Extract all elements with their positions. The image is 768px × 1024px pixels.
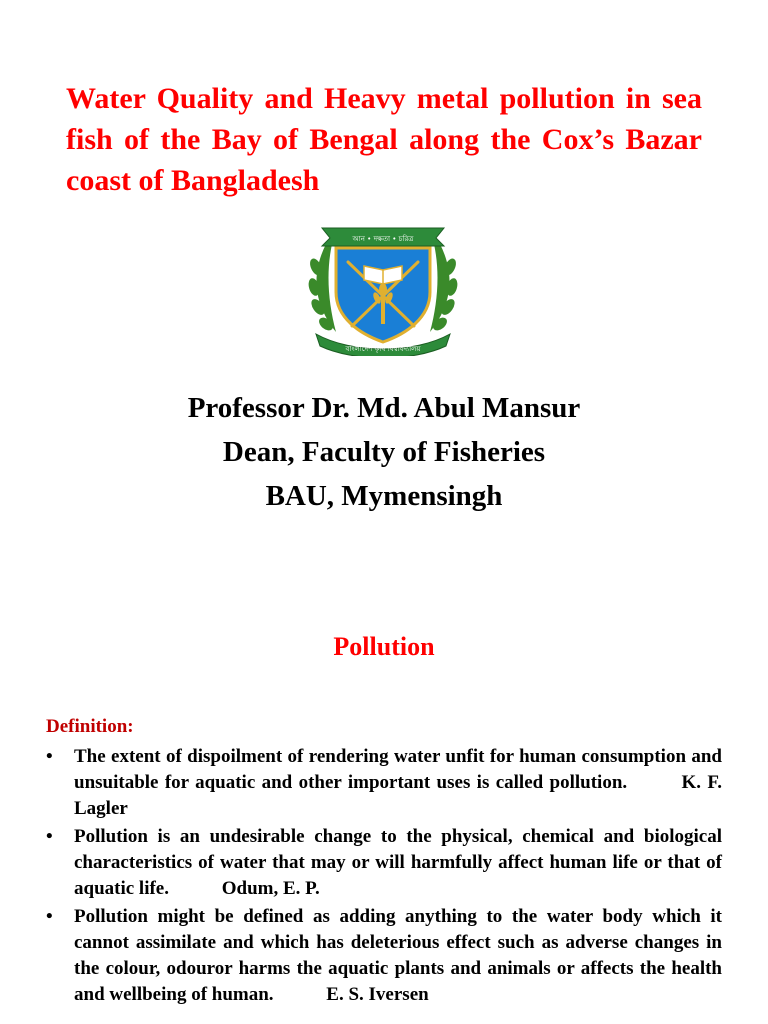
document-title: Water Quality and Heavy metal pollution in sea fish of the Bay of Bengal along the Cox’s Bazar coast of Bangladesh (66, 82, 702, 197)
definition-citation: E. S. Iversen (326, 984, 429, 1005)
definition-citation: K. F. Lagler (74, 772, 723, 819)
university-crest-logo (302, 222, 464, 356)
author-name: Professor Dr. Md. Abul Mansur (187, 392, 581, 424)
list-item (46, 904, 722, 1008)
author-affiliation: BAU, Mymensingh (265, 480, 503, 512)
author-block (0, 386, 768, 518)
definition-text: Pollution is an undesirable change to the physical, chemical and biological characteristics of water that may or will harmfully affect human life or that of aquatic life. (74, 826, 722, 899)
definition-list (46, 744, 722, 1010)
list-item (46, 744, 722, 822)
bullet-mark: • (46, 746, 53, 767)
section-heading: Pollution (333, 632, 435, 661)
right-leaf-branch (430, 244, 459, 333)
author-position: Dean, Faculty of Fisheries (222, 436, 546, 468)
university-name-text: বাংলাদেশ কৃষি বিশ্ববিদ্যালয় (345, 345, 421, 353)
list-item (46, 824, 722, 902)
bullet-mark: • (46, 906, 53, 927)
definition-text: The extent of dispoilment of rendering water unfit for human consumption and unsuitable for aquatic and other important uses is called pollution. (74, 746, 722, 793)
definition-text: Pollution might be defined as adding anything to the water body which it cannot assimilate and which has deleterious effect such as adverse changes in the colour, odouror harms the aquatic plants and animals or affects the health and wellbeing of human. (74, 906, 722, 1005)
left-leaf-branch (307, 244, 336, 333)
motto-text: আন • দক্ষতা • চরিত্র (352, 235, 414, 243)
bullet-mark: • (46, 826, 53, 847)
definition-label: Definition: (46, 716, 134, 737)
definition-citation: Odum, E. P. (221, 878, 320, 899)
